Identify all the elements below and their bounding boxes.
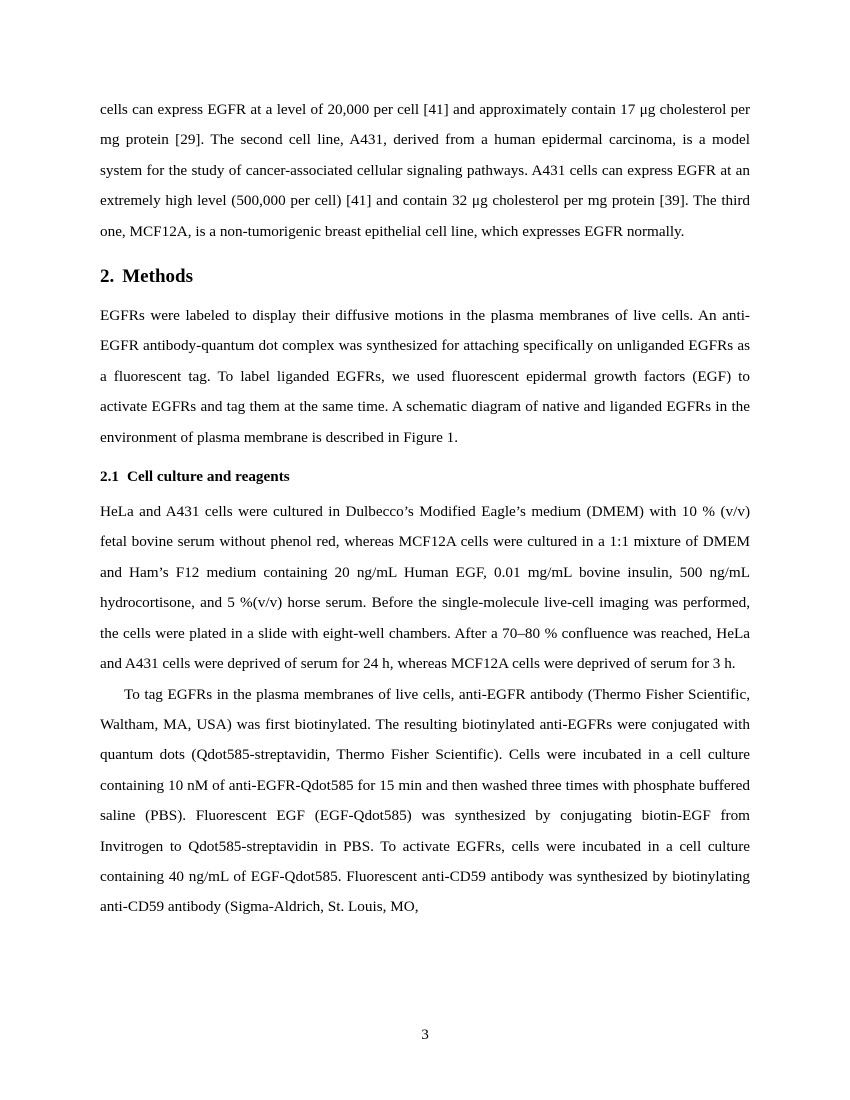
methods-paragraph: EGFRs were labeled to display their diffusive motions in the plasma membranes of live cells. An anti-EGFR antibody-quantum dot complex was synthesized for attaching specifically on unliganded EGFRs as a fluorescent tag. To label liganded EGFRs, we used fluorescent epidermal growth factors (EGF) to activate EGFRs and tag them at the same time. A schematic diagram of native and liganded EGFRs in the environment of plasma membrane is described in Figure 1. xyxy=(100,307,750,446)
subsection-heading-cell-culture xyxy=(100,466,750,488)
cell-culture-paragraph: HeLa and A431 cells were cultured in Dulbecco’s Modified Eagle’s medium (DMEM) with 10 % (v/v) fetal bovine serum without phenol red, whereas MCF12A cells were cultured in a 1:1 mixture of DMEM and Ham’s F12 medium containing 20 ng/mL Human EGF, 0.01 mg/mL bovine insulin, 500 ng/mL hydrocortisone, and 5 %(v/v) horse serum. Before the single-molecule live-cell imaging was performed, the cells were plated in a slide with eight-well chambers. After a 70–80 % confluence was reached, HeLa and A431 cells were deprived of serum for 24 h, whereas MCF12A cells were deprived of serum for 3 h. xyxy=(100,503,750,673)
page-body xyxy=(100,95,750,923)
section-heading-methods xyxy=(100,265,750,289)
section-number: 2. xyxy=(100,266,115,288)
page-number: 3 xyxy=(421,1026,429,1043)
subsection-title: Cell culture and reagents xyxy=(126,468,290,486)
subsection-number: 2.1 xyxy=(100,468,119,486)
section-title: Methods xyxy=(122,266,193,288)
intro-paragraph: cells can express EGFR at a level of 20,000 per cell [41] and approximately contain 17 μg cholesterol per mg protein [29]. The second cell line, A431, derived from a human epidermal carcinoma, is a model system for the study of cancer-associated cellular signaling pathways. A431 cells can express EGFR at an extremely high level (500,000 per cell) [41] and contain 32 μg cholesterol per mg protein [39]. The third one, MCF12A, is a non-tumorigenic breast epithelial cell line, which expresses EGFR normally. xyxy=(100,101,750,240)
tagging-paragraph: To tag EGFRs in the plasma membranes of live cells, anti-EGFR antibody (Thermo Fisher Scientific, Waltham, MA, USA) was first biotinylated. The resulting biotinylated anti-EGFRs were conjugated with quantum dots (Qdot585-streptavidin, Thermo Fisher Scientific). Cells were incubated in a cell culture containing 10 nM of anti-EGFR-Qdot585 for 15 min and then washed three times with phosphate buffered saline (PBS). Fluorescent EGF (EGF-Qdot585) was synthesized by conjugating biotin-EGF from Invitrogen to Qdot585-streptavidin in PBS. To activate EGFRs, cells were incubated in a cell culture containing 40 ng/mL of EGF-Qdot585. Fluorescent anti-CD59 antibody was synthesized by biotinylating anti-CD59 antibody (Sigma-Aldrich, St. Louis, MO, xyxy=(100,685,750,916)
